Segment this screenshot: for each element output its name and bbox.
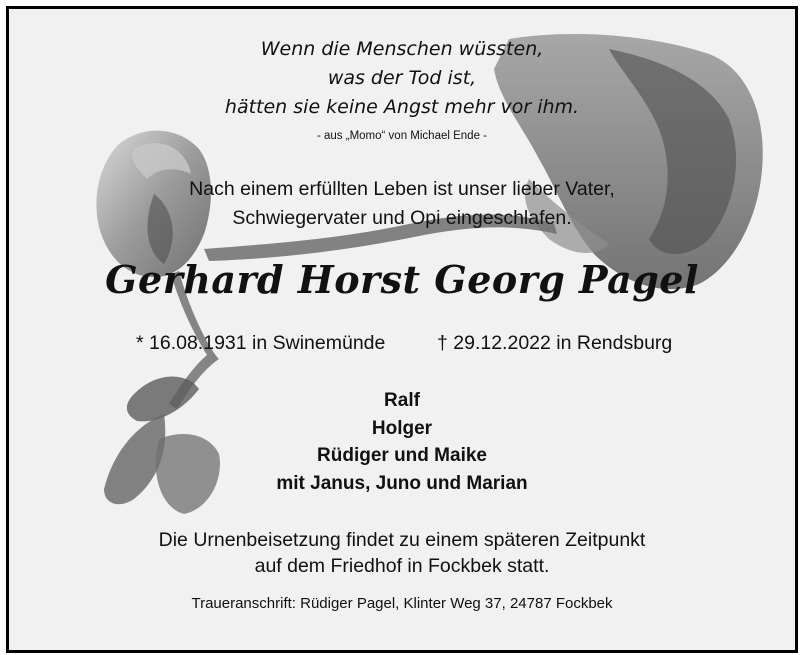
mourner: Rüdiger und Maike [317,445,487,466]
quote-line: hätten sie keine Angst mehr vor ihm. [224,96,580,118]
mourner: mit Janus, Juno und Marian [276,472,528,494]
intro-text [9,175,795,233]
burial-line: Die Urnenbeisetzung findet zu einem späteren Zeitpunkt [158,529,646,551]
quote-line: Wenn die Menschen wüssten, [260,38,544,60]
deceased-name: Gerhard Horst Georg Pagel [105,257,699,302]
death-date: † 29.12.2022 in Rendsburg [437,332,673,354]
burial-notice [9,527,795,579]
mourners-list [9,387,795,497]
quote-line: was der Tod ist, [327,67,477,89]
quote-source: - aus „Momo“ von Michael Ende - [316,130,487,142]
quote [9,35,795,122]
obituary-card [6,6,798,653]
intro-line: Schwiegervater und Opi eingeschlafen. [232,207,572,229]
birth-date: * 16.08.1931 in Swinemünde [136,332,386,354]
burial-line: auf dem Friedhof in Fockbek statt. [254,555,550,577]
mourner: Holger [371,417,433,439]
mourner: Ralf [384,390,420,411]
mourning-address: Traueranschrift: Rüdiger Pagel, Klinter Weg 37, 24787 Fockbek [191,595,613,612]
intro-line: Nach einem erfüllten Leben ist unser lieber Vater, [189,178,615,200]
